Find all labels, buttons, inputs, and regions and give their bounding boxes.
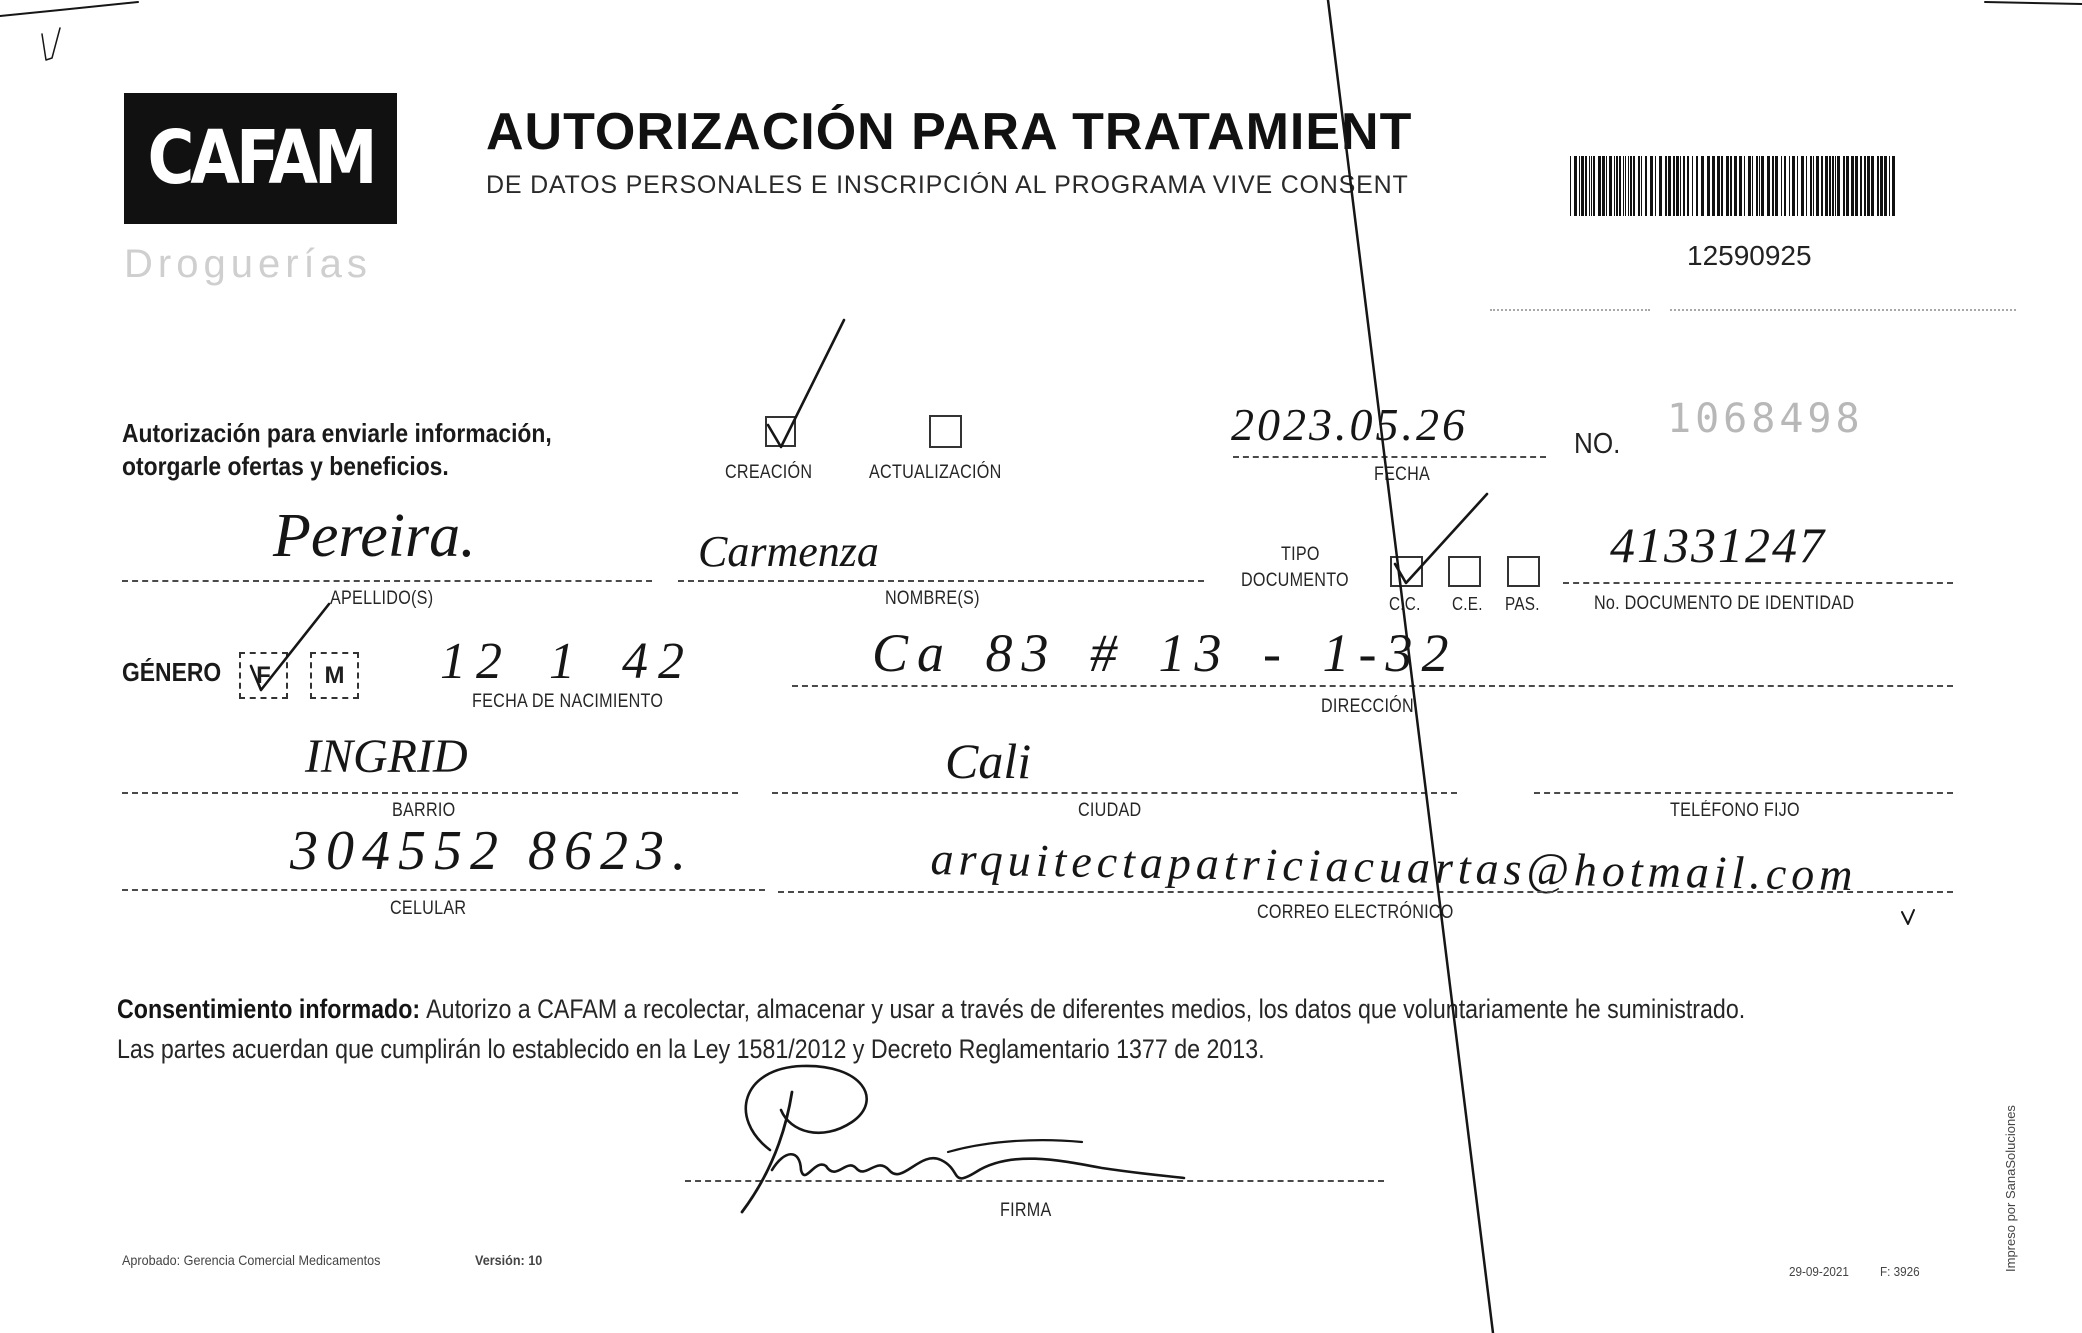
barcode-bar [1721,156,1723,216]
neighborhood-value: INGRID [305,730,468,783]
barcode-bar [1884,156,1887,216]
barcode-bar [1835,156,1836,216]
barcode-bar [1825,156,1828,216]
form-serial-number: 1068498 [1667,396,1864,442]
label-creacion: CREACIÓN [725,462,813,483]
gender-box-m [310,652,359,699]
barcode-bar [1602,156,1605,216]
form-title: AUTORIZACIÓN PARA TRATAMIENT [486,104,1413,161]
name-value: Carmenza [698,527,879,576]
barcode-bar [1801,156,1804,216]
barcode-bar [1593,156,1595,216]
barcode-bar [1843,156,1845,216]
footer-date: 29-09-2021 [1789,1264,1849,1279]
barcode-bar [1606,156,1607,216]
handwritten-check-icon [765,416,796,447]
label-nombres: NOMBRE(S) [885,588,980,609]
signature-scribble [772,1154,1184,1178]
checkbox-creacion [765,416,796,447]
consent-text: Autorizo a CAFAM a recolectar, almacenar y usar a través de diferentes medios, los datos que voluntariamente he suministrado. [426,994,1746,1024]
barcode-bar [1589,156,1590,216]
pen-tick-top-left [42,28,60,60]
authorization-text-line2: otorgarle ofertas y beneficios. [122,451,449,481]
email-underline [778,891,1953,893]
barcode-bar [1683,156,1685,216]
barcode-bar [1855,156,1858,216]
barcode-bar [1806,156,1807,216]
barcode-bar [1759,156,1760,216]
barcode-bar [1892,156,1895,216]
mobile-underline [122,889,765,891]
barcode-bar [1816,156,1819,216]
gender-box-f [239,652,288,699]
barcode-bar [1585,156,1587,216]
barcode-bar [1570,156,1571,216]
barcode-bar [1665,156,1667,216]
barcode-bar [1752,156,1753,216]
barcode-bar [1616,156,1618,216]
surname-underline [122,580,652,582]
barcode-bar [1619,156,1621,216]
authorization-text-line1: Autorización para enviarle información, [122,418,552,448]
barcode-bar [1717,156,1720,216]
cafam-logo [124,93,397,224]
label-fecha: FECHA [1374,464,1431,485]
barcode-bar [1659,156,1662,216]
footer-version: Versión: 10 [475,1252,543,1268]
document-number-underline [1563,582,1953,584]
barcode-bar [1574,156,1577,216]
label-address: DIRECCIÓN [1321,696,1414,717]
barcode-number: 12590925 [1687,240,1812,271]
barcode-bar [1645,156,1647,216]
barcode-bar [1864,156,1866,216]
gender-label-f: F [256,661,271,689]
printer-imprint: Impreso por SanaSoluciones [2003,1105,2018,1272]
city-value: Cali [945,733,1032,789]
barcode-bar [1789,156,1790,216]
landline-underline [1534,792,1953,794]
barcode-bar [1579,156,1580,216]
label-number: NO. [1574,428,1621,460]
pen-mark-top-left [0,2,138,16]
label-cc: C.C. [1389,594,1421,614]
barcode-bar [1614,156,1615,216]
barcode-bar [1687,156,1689,216]
handwritten-check-icon [1390,556,1423,587]
barcode-bar [1829,156,1831,216]
pen-mark-top-right [1985,2,2082,4]
label-documento: DOCUMENTO [1241,570,1349,591]
footer-form-code: F: 3926 [1880,1264,1920,1279]
consent-paragraph-line1 [117,996,1745,1023]
barcode-bar [1767,156,1770,216]
checkbox-ce [1448,556,1481,587]
barcode-bar [1655,156,1656,216]
date-value: 2023.05.26 [1231,399,1468,450]
divider-dotted [1490,309,1650,311]
signature-downstroke [742,1092,792,1212]
logo-text: CAFAM [147,115,374,202]
barcode-bar [1756,156,1758,216]
barcode-bar [1623,156,1624,216]
barcode-bar [1846,156,1849,216]
barcode-bar [1832,156,1834,216]
barcode-bar [1726,156,1729,216]
barcode-bar [1748,156,1751,216]
divider-dotted [1670,309,2016,311]
name-underline [678,580,1204,582]
barcode-bar [1641,156,1642,216]
barcode-bar [1860,156,1862,216]
barcode-bar [1851,156,1854,216]
barcode-bar [1744,156,1745,216]
barcode-bar [1712,156,1715,216]
barcode-bar [1810,156,1812,216]
checkbox-pas [1507,556,1540,587]
barcode-bar [1871,156,1874,216]
birth-date-value: 12 1 42 [440,633,694,690]
address-value: Ca 83 # 13 - 1-32 [872,623,1458,683]
barcode-bar [1784,156,1786,216]
barcode-bar [1650,156,1653,216]
signature [742,1066,1184,1212]
barcode-bar [1676,156,1679,216]
barcode-bar [1609,156,1612,216]
barcode [1570,156,1900,216]
label-ciudad: CIUDAD [1078,800,1142,821]
barcode-bar [1628,156,1629,216]
address-underline [792,685,1953,687]
barcode-bar [1797,156,1798,216]
barcode-bar [1813,156,1814,216]
barcode-bar [1696,156,1698,216]
barcode-bar [1701,156,1704,216]
barcode-bar [1630,156,1632,216]
barcode-bar [1775,156,1778,216]
barcode-bar [1668,156,1671,216]
barcode-bar [1692,156,1693,216]
barcode-bar [1792,156,1795,216]
gender-label-m: M [324,661,345,689]
date-underline [1233,456,1546,458]
document-number-value: 41331247 [1610,517,1826,573]
label-tipo: TIPO [1281,544,1320,565]
barcode-bar [1837,156,1840,216]
city-underline [772,792,1457,794]
label-landline: TELÉFONO FIJO [1670,800,1800,821]
mobile-value: 304552 8623. [290,820,694,882]
label-birth-date: FECHA DE NACIMIENTO [472,691,664,712]
consent-paragraph-line2: Las partes acuerdan que cumplirán lo establecido en la Ley 1581/2012 y Decreto Reglamentario 1377 de 2013. [117,1034,1265,1064]
footer-approved: Aprobado: Gerencia Comercial Medicamentos [122,1252,381,1268]
barcode-bar [1730,156,1732,216]
label-pas: PAS. [1505,594,1540,614]
label-celular: CELULAR [390,898,467,919]
checkbox-cc [1390,556,1423,587]
barcode-bar [1633,156,1635,216]
barcode-bar [1821,156,1823,216]
neighborhood-underline [122,792,738,794]
barcode-bar [1877,156,1879,216]
label-email: CORREO ELECTRÓNICO [1257,902,1454,923]
barcode-bar [1739,156,1742,216]
label-genero: GÉNERO [122,657,222,687]
form-subtitle: DE DATOS PERSONALES E INSCRIPCIÓN AL PROGRAMA VIVE CONSENT [486,172,1409,199]
signature-underline [685,1180,1384,1182]
barcode-bar [1889,156,1890,216]
barcode-bar [1581,156,1584,216]
signature-flourish [948,1140,1082,1152]
label-barrio: BARRIO [392,800,456,821]
signature-loop [746,1066,867,1150]
barcode-bar [1781,156,1782,216]
barcode-bar [1707,156,1710,216]
label-actualizacion: ACTUALIZACIÓN [869,462,1002,483]
checkbox-actualizacion [929,415,962,448]
pen-tick-email [1902,910,1914,924]
label-document-number: No. DOCUMENTO DE IDENTIDAD [1594,593,1855,614]
email-value: arquitectapatriciacuartas@hotmail.com [930,833,1858,901]
label-ce: C.E. [1452,594,1483,614]
barcode-bar [1867,156,1870,216]
barcode-bar [1761,156,1764,216]
logo-subtext: Droguerías [124,242,372,286]
barcode-bar [1680,156,1681,216]
handwritten-check-icon [239,652,288,699]
label-apellidos: APELLIDO(S) [330,588,434,609]
surname-value: Pereira. [273,502,476,570]
barcode-bar [1638,156,1640,216]
consent-heading: Consentimiento informado: [117,994,421,1024]
barcode-bar [1880,156,1883,216]
barcode-bar [1673,156,1675,216]
barcode-bar [1625,156,1626,216]
barcode-bar [1598,156,1601,216]
barcode-bar [1734,156,1737,216]
barcode-bar [1772,156,1774,216]
label-firma: FIRMA [1000,1200,1052,1221]
barcode-bar [1591,156,1592,216]
